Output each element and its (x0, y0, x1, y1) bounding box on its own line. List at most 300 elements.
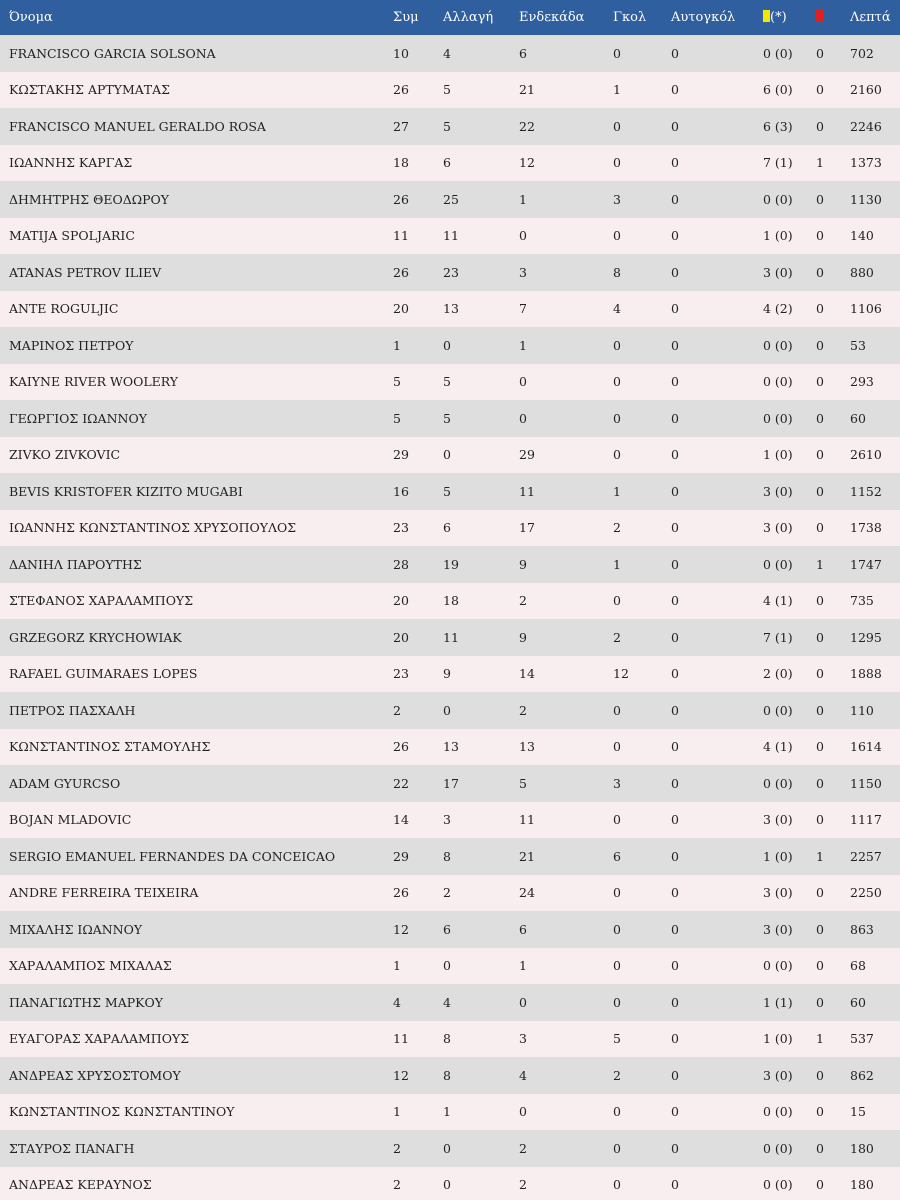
sub-cell: 5 (443, 410, 451, 426)
minutes-cell: 140 (850, 228, 874, 244)
goals-cell: 0 (613, 885, 621, 901)
starting-cell: 22 (519, 118, 535, 134)
red-cards-cell: 0 (816, 885, 824, 901)
yellow-cards-cell: 3 (0) (763, 812, 793, 828)
minutes-cell: 1614 (850, 739, 882, 755)
appearances-cell: 16 (393, 483, 409, 499)
goals-cell: 3 (613, 191, 621, 207)
player-name: ΚΩΣΤΑΚΗΣ ΑΡΤΥΜΑΤΑΣ (9, 82, 171, 98)
player-name: GRZEGORZ KRYCHOWIAK (9, 629, 182, 645)
minutes-cell: 863 (850, 921, 874, 937)
yellow-cards-cell: 7 (1) (763, 155, 793, 171)
appearances-cell: 20 (393, 301, 409, 317)
sub-cell: 13 (443, 301, 459, 317)
table-row[interactable] (0, 875, 900, 912)
own-goals-cell: 0 (671, 45, 679, 61)
sub-cell: 17 (443, 775, 459, 791)
appearances-cell: 11 (393, 1031, 409, 1047)
table-row[interactable] (0, 729, 900, 766)
starting-cell: 21 (519, 82, 535, 98)
player-name: BOJAN MLADOVIC (9, 812, 132, 828)
own-goals-cell: 0 (671, 301, 679, 317)
yellow-cards-cell: 3 (0) (763, 885, 793, 901)
goals-cell: 0 (613, 1177, 621, 1193)
player-name: ΑΝΔΡΕΑΣ ΚΕΡΑΥΝΟΣ (9, 1177, 152, 1193)
minutes-cell: 53 (850, 337, 866, 353)
starting-cell: 14 (519, 666, 535, 682)
table-row[interactable] (0, 218, 900, 255)
appearances-cell: 18 (393, 155, 409, 171)
red-cards-cell: 1 (816, 155, 824, 171)
yellow-cards-cell: 0 (0) (763, 1177, 793, 1193)
red-cards-cell: 0 (816, 374, 824, 390)
red-cards-cell: 0 (816, 45, 824, 61)
yellow-cards-cell: 0 (0) (763, 775, 793, 791)
table-row[interactable] (0, 181, 900, 218)
own-goals-cell: 0 (671, 739, 679, 755)
minutes-cell: 862 (850, 1067, 874, 1083)
red-cards-cell: 0 (816, 410, 824, 426)
yellow-cards-cell: 0 (0) (763, 45, 793, 61)
minutes-cell: 1130 (850, 191, 882, 207)
table-row[interactable] (0, 72, 900, 109)
sub-cell: 0 (443, 1140, 451, 1156)
appearances-cell: 26 (393, 264, 409, 280)
player-name: FRANCISCO MANUEL GERALDO ROSA (9, 118, 266, 134)
table-row[interactable] (0, 911, 900, 948)
starting-cell: 0 (519, 994, 527, 1010)
minutes-cell: 735 (850, 593, 874, 609)
player-name: ΙΩΑΝΝΗΣ ΚΩΝΣΤΑΝΤΙΝΟΣ ΧΡΥΣΟΠΟΥΛΟΣ (9, 520, 297, 536)
yellow-cards-cell: 3 (0) (763, 1067, 793, 1083)
red-cards-cell: 0 (816, 739, 824, 755)
goals-cell: 0 (613, 447, 621, 463)
table-row[interactable] (0, 619, 900, 656)
starting-cell: 4 (519, 1067, 527, 1083)
sub-cell: 4 (443, 45, 451, 61)
starting-cell: 24 (519, 885, 535, 901)
starting-cell: 9 (519, 629, 527, 645)
sub-cell: 6 (443, 921, 451, 937)
starting-cell: 13 (519, 739, 535, 755)
minutes-cell: 1888 (850, 666, 882, 682)
goals-cell: 2 (613, 629, 621, 645)
own-goals-cell: 0 (671, 191, 679, 207)
red-cards-cell: 1 (816, 556, 824, 572)
yellow-cards-cell: 1 (0) (763, 848, 793, 864)
starting-cell: 6 (519, 921, 527, 937)
appearances-cell: 29 (393, 447, 409, 463)
minutes-cell: 1117 (850, 812, 882, 828)
player-name: ΧΑΡΑΛΑΜΠΟΣ ΜΙΧΑΛΑΣ (9, 958, 172, 974)
goals-cell: 5 (613, 1031, 621, 1047)
table-row[interactable] (0, 765, 900, 802)
red-cards-cell: 0 (816, 520, 824, 536)
own-goals-cell: 0 (671, 848, 679, 864)
appearances-cell: 26 (393, 191, 409, 207)
appearances-cell: 26 (393, 885, 409, 901)
table-row[interactable] (0, 291, 900, 328)
appearances-cell: 14 (393, 812, 409, 828)
minutes-cell: 1373 (850, 155, 882, 171)
starting-cell: 2 (519, 702, 527, 718)
table-row[interactable] (0, 437, 900, 474)
table-row[interactable] (0, 400, 900, 437)
own-goals-cell: 0 (671, 1140, 679, 1156)
red-cards-cell: 0 (816, 1067, 824, 1083)
sub-cell: 0 (443, 702, 451, 718)
yellow-cards-cell: 6 (3) (763, 118, 793, 134)
player-name: ΕΥΑΓΟΡΑΣ ΧΑΡΑΛΑΜΠΟΥΣ (9, 1031, 190, 1047)
table-row[interactable] (0, 473, 900, 510)
player-name: ANTE ROGULJIC (9, 301, 119, 317)
own-goals-cell: 0 (671, 885, 679, 901)
minutes-cell: 537 (850, 1031, 874, 1047)
appearances-cell: 12 (393, 1067, 409, 1083)
player-name: ZIVKO ZIVKOVIC (9, 447, 121, 463)
table-row[interactable] (0, 1167, 900, 1200)
yellow-cards-cell: 4 (1) (763, 739, 793, 755)
appearances-cell: 22 (393, 775, 409, 791)
starting-cell: 7 (519, 301, 527, 317)
col-header-goals[interactable]: Γκολ (613, 10, 647, 25)
goals-cell: 0 (613, 921, 621, 937)
player-name: ΠΑΝΑΓΙΩΤΗΣ ΜΑΡΚΟΥ (9, 994, 163, 1010)
table-row[interactable] (0, 145, 900, 182)
player-name: ΑΝΔΡΕΑΣ ΧΡΥΣΟΣΤΟΜΟΥ (9, 1067, 181, 1083)
sub-cell: 6 (443, 520, 451, 536)
minutes-cell: 2610 (850, 447, 882, 463)
yellow-cards-cell: 4 (2) (763, 301, 793, 317)
goals-cell: 0 (613, 593, 621, 609)
own-goals-cell: 0 (671, 1104, 679, 1120)
sub-cell: 5 (443, 82, 451, 98)
sub-cell: 13 (443, 739, 459, 755)
table-row[interactable] (0, 327, 900, 364)
yellow-cards-cell: 1 (0) (763, 228, 793, 244)
goals-cell: 0 (613, 155, 621, 171)
minutes-cell: 1295 (850, 629, 882, 645)
red-cards-cell: 0 (816, 775, 824, 791)
sub-cell: 11 (443, 228, 459, 244)
table-row[interactable] (0, 692, 900, 729)
red-cards-cell: 0 (816, 301, 824, 317)
appearances-cell: 28 (393, 556, 409, 572)
table-row[interactable] (0, 108, 900, 145)
sub-cell: 18 (443, 593, 459, 609)
starting-cell: 12 (519, 155, 535, 171)
appearances-cell: 11 (393, 228, 409, 244)
table-row[interactable] (0, 583, 900, 620)
goals-cell: 0 (613, 410, 621, 426)
goals-cell: 0 (613, 812, 621, 828)
yellow-cards-cell: 0 (0) (763, 958, 793, 974)
minutes-cell: 1152 (850, 483, 882, 499)
red-cards-cell: 0 (816, 629, 824, 645)
sub-cell: 5 (443, 374, 451, 390)
starting-cell: 2 (519, 593, 527, 609)
minutes-cell: 1738 (850, 520, 882, 536)
player-name: ΓΕΩΡΓΙΟΣ ΙΩΑΝΝΟΥ (9, 410, 147, 426)
minutes-cell: 180 (850, 1177, 874, 1193)
table-row[interactable] (0, 838, 900, 875)
player-name: ΚΩΝΣΤΑΝΤΙΝΟΣ ΚΩΝΣΤΑΝΤΙΝΟΥ (9, 1104, 235, 1120)
goals-cell: 0 (613, 228, 621, 244)
yellow-cards-cell: 2 (0) (763, 666, 793, 682)
minutes-cell: 2160 (850, 82, 882, 98)
minutes-cell: 2250 (850, 885, 882, 901)
minutes-cell: 60 (850, 994, 866, 1010)
col-header-name[interactable]: Όνομα (9, 10, 53, 25)
col-header-starting[interactable]: Ενδεκάδα (519, 10, 585, 25)
starting-cell: 0 (519, 228, 527, 244)
appearances-cell: 12 (393, 921, 409, 937)
yellow-cards-cell: 6 (0) (763, 82, 793, 98)
table-row[interactable] (0, 1021, 900, 1058)
minutes-cell: 68 (850, 958, 866, 974)
red-cards-cell: 0 (816, 1140, 824, 1156)
goals-cell: 6 (613, 848, 621, 864)
starting-cell: 11 (519, 812, 535, 828)
goals-cell: 0 (613, 337, 621, 353)
appearances-cell: 5 (393, 410, 401, 426)
own-goals-cell: 0 (671, 921, 679, 937)
sub-cell: 1 (443, 1104, 451, 1120)
col-header-appearances[interactable]: Συμ (393, 10, 419, 25)
appearances-cell: 26 (393, 739, 409, 755)
sub-cell: 8 (443, 1067, 451, 1083)
table-header (0, 0, 900, 35)
appearances-cell: 2 (393, 702, 401, 718)
appearances-cell: 5 (393, 374, 401, 390)
goals-cell: 12 (613, 666, 629, 682)
table-row[interactable] (0, 546, 900, 583)
starting-cell: 11 (519, 483, 535, 499)
player-name: ΣΤΕΦΑΝΟΣ ΧΑΡΑΛΑΜΠΟΥΣ (9, 593, 194, 609)
goals-cell: 1 (613, 556, 621, 572)
own-goals-cell: 0 (671, 593, 679, 609)
player-name: ΣΤΑΥΡΟΣ ΠΑΝΑΓΗ (9, 1140, 135, 1156)
minutes-cell: 110 (850, 702, 874, 718)
sub-cell: 8 (443, 848, 451, 864)
goals-cell: 0 (613, 374, 621, 390)
sub-cell: 8 (443, 1031, 451, 1047)
own-goals-cell: 0 (671, 812, 679, 828)
minutes-cell: 293 (850, 374, 874, 390)
own-goals-cell: 0 (671, 82, 679, 98)
table-row[interactable] (0, 510, 900, 547)
yellow-cards-cell: 3 (0) (763, 921, 793, 937)
starting-cell: 1 (519, 337, 527, 353)
sub-cell: 3 (443, 812, 451, 828)
own-goals-cell: 0 (671, 118, 679, 134)
own-goals-cell: 0 (671, 1067, 679, 1083)
minutes-cell: 702 (850, 45, 874, 61)
minutes-cell: 1747 (850, 556, 882, 572)
goals-cell: 1 (613, 82, 621, 98)
yellow-cards-cell: 4 (1) (763, 593, 793, 609)
sub-cell: 19 (443, 556, 459, 572)
player-name: ΚΩΝΣΤΑΝΤΙΝΟΣ ΣΤΑΜΟΥΛΗΣ (9, 739, 211, 755)
minutes-cell: 2257 (850, 848, 882, 864)
sub-cell: 4 (443, 994, 451, 1010)
starting-cell: 0 (519, 374, 527, 390)
goals-cell: 2 (613, 1067, 621, 1083)
appearances-cell: 1 (393, 958, 401, 974)
starting-cell: 2 (519, 1140, 527, 1156)
red-cards-cell: 0 (816, 337, 824, 353)
red-cards-cell: 0 (816, 264, 824, 280)
goals-cell: 0 (613, 118, 621, 134)
own-goals-cell: 0 (671, 410, 679, 426)
col-header-sub[interactable]: Αλλαγή (443, 10, 494, 25)
table-row[interactable] (0, 656, 900, 693)
sub-cell: 0 (443, 958, 451, 974)
starting-cell: 1 (519, 191, 527, 207)
yellow-cards-cell: 3 (0) (763, 520, 793, 536)
goals-cell: 0 (613, 45, 621, 61)
table-row[interactable] (0, 802, 900, 839)
appearances-cell: 27 (393, 118, 409, 134)
red-cards-cell: 0 (816, 447, 824, 463)
red-cards-cell: 0 (816, 483, 824, 499)
red-cards-cell: 0 (816, 1177, 824, 1193)
own-goals-cell: 0 (671, 994, 679, 1010)
red-cards-cell: 0 (816, 994, 824, 1010)
starting-cell: 9 (519, 556, 527, 572)
appearances-cell: 20 (393, 629, 409, 645)
table-row[interactable] (0, 35, 900, 72)
yellow-cards-cell: 3 (0) (763, 264, 793, 280)
goals-cell: 2 (613, 520, 621, 536)
minutes-cell: 1150 (850, 775, 882, 791)
goals-cell: 3 (613, 775, 621, 791)
appearances-cell: 26 (393, 82, 409, 98)
goals-cell: 0 (613, 1140, 621, 1156)
red-cards-cell: 0 (816, 1104, 824, 1120)
starting-cell: 3 (519, 264, 527, 280)
red-cards-cell: 0 (816, 191, 824, 207)
player-name: RAFAEL GUIMARAES LOPES (9, 666, 198, 682)
own-goals-cell: 0 (671, 666, 679, 682)
sub-cell: 25 (443, 191, 459, 207)
goals-cell: 0 (613, 702, 621, 718)
own-goals-cell: 0 (671, 483, 679, 499)
appearances-cell: 20 (393, 593, 409, 609)
sub-cell: 2 (443, 885, 451, 901)
own-goals-cell: 0 (671, 556, 679, 572)
red-cards-cell: 0 (816, 812, 824, 828)
player-name: KAIYNE RIVER WOOLERY (9, 374, 179, 390)
sub-cell: 23 (443, 264, 459, 280)
header-row (0, 0, 900, 35)
goals-cell: 0 (613, 1104, 621, 1120)
own-goals-cell: 0 (671, 447, 679, 463)
col-header-yellow-cards[interactable] (763, 0, 816, 35)
own-goals-cell: 0 (671, 228, 679, 244)
table-row[interactable] (0, 1094, 900, 1131)
yellow-cards-cell: 1 (0) (763, 447, 793, 463)
goals-cell: 0 (613, 739, 621, 755)
yellow-cards-cell: 0 (0) (763, 702, 793, 718)
table-row[interactable] (0, 254, 900, 291)
appearances-cell: 23 (393, 666, 409, 682)
yellow-cards-cell: 0 (0) (763, 337, 793, 353)
yellow-cards-cell: 0 (0) (763, 1104, 793, 1120)
appearances-cell: 1 (393, 1104, 401, 1120)
table-row[interactable] (0, 1130, 900, 1167)
minutes-cell: 15 (850, 1104, 866, 1120)
starting-cell: 1 (519, 958, 527, 974)
col-header-minutes[interactable]: Λεπτά (850, 10, 891, 25)
starting-cell: 17 (519, 520, 535, 536)
goals-cell: 1 (613, 483, 621, 499)
own-goals-cell: 0 (671, 1031, 679, 1047)
appearances-cell: 29 (393, 848, 409, 864)
red-cards-cell: 0 (816, 702, 824, 718)
own-goals-cell: 0 (671, 958, 679, 974)
red-cards-cell: 0 (816, 593, 824, 609)
player-name: ΙΩΑΝΝΗΣ ΚΑΡΓΑΣ (9, 155, 133, 171)
minutes-cell: 2246 (850, 118, 882, 134)
player-name: ΠΕΤΡΟΣ ΠΑΣΧΑΛΗ (9, 702, 136, 718)
own-goals-cell: 0 (671, 155, 679, 171)
own-goals-cell: 0 (671, 629, 679, 645)
col-header-own-goals[interactable]: Αυτογκόλ (671, 10, 736, 25)
own-goals-cell: 0 (671, 337, 679, 353)
own-goals-cell: 0 (671, 1177, 679, 1193)
starting-cell: 3 (519, 1031, 527, 1047)
col-header-red-cards[interactable] (816, 0, 850, 35)
starting-cell: 2 (519, 1177, 527, 1193)
sub-cell: 0 (443, 337, 451, 353)
red-cards-cell: 0 (816, 118, 824, 134)
red-cards-cell: 0 (816, 921, 824, 937)
player-name: ATANAS PETROV ILIEV (9, 264, 162, 280)
minutes-cell: 180 (850, 1140, 874, 1156)
table-row[interactable] (0, 364, 900, 401)
starting-cell: 0 (519, 410, 527, 426)
sub-cell: 11 (443, 629, 459, 645)
own-goals-cell: 0 (671, 702, 679, 718)
player-name: ΔΗΜΗΤΡΗΣ ΘΕΟΔΩΡΟΥ (9, 191, 170, 207)
table-row[interactable] (0, 1057, 900, 1094)
sub-cell: 6 (443, 155, 451, 171)
own-goals-cell: 0 (671, 264, 679, 280)
starting-cell: 21 (519, 848, 535, 864)
appearances-cell: 2 (393, 1140, 401, 1156)
player-name: MATIJA SPOLJARIC (9, 228, 135, 244)
table-body (0, 35, 900, 1200)
player-name: SERGIO EMANUEL FERNANDES DA CONCEICAO (9, 848, 336, 864)
red-cards-cell: 0 (816, 666, 824, 682)
red-cards-cell: 1 (816, 848, 824, 864)
player-name: ANDRE FERREIRA TEIXEIRA (9, 885, 199, 901)
sub-cell: 5 (443, 118, 451, 134)
player-name: ΔΑΝΙΗΛ ΠΑΡΟΥΤΗΣ (9, 556, 142, 572)
player-name: FRANCISCO GARCIA SOLSONA (9, 45, 216, 61)
table-row[interactable] (0, 984, 900, 1021)
red-cards-cell: 0 (816, 82, 824, 98)
player-name: BEVIS KRISTOFER KIZITO MUGABI (9, 483, 243, 499)
starting-cell: 0 (519, 1104, 527, 1120)
player-name: ΜΙΧΑΛΗΣ ΙΩΑΝΝΟΥ (9, 921, 143, 937)
starting-cell: 29 (519, 447, 535, 463)
yellow-cards-cell: 3 (0) (763, 483, 793, 499)
player-name: ADAM GYURCSO (9, 775, 121, 791)
appearances-cell: 23 (393, 520, 409, 536)
table-row[interactable] (0, 948, 900, 985)
